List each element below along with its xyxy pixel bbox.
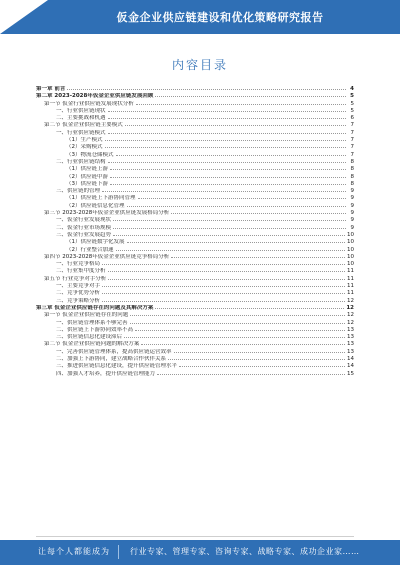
toc-entry-page: 10 — [347, 239, 354, 246]
toc-entry[interactable] — [36, 108, 354, 115]
toc-leader-dots — [102, 300, 345, 302]
toc-entry-title: 四、加强人才培养，提升供应链管理能力 — [56, 370, 156, 377]
toc-leader-dots — [102, 263, 345, 265]
toc-entry-title: 三、供应链的管理 — [56, 188, 101, 195]
toc-entry[interactable] — [36, 298, 354, 305]
toc-entry[interactable] — [36, 86, 354, 93]
toc-leader-dots — [108, 110, 346, 112]
toc-leader-dots — [102, 285, 345, 287]
toc-entry-page: 8 — [350, 180, 354, 187]
toc-entry[interactable] — [36, 239, 354, 246]
toc-entry-page: 13 — [347, 334, 354, 341]
toc-entry-title: 二、仮金行业市场规模 — [56, 224, 112, 231]
toc-entry-page: 12 — [347, 312, 354, 319]
toc-leader-dots — [113, 234, 345, 236]
toc-entry-page: 7 — [350, 151, 354, 158]
toc-entry-title: 第一节 仮金行业供应链发展现状分析 — [44, 100, 134, 107]
toc-entry-page: 9 — [350, 202, 354, 209]
toc-entry-title: 第二节 仮金企业供应链主要模式 — [44, 122, 123, 129]
toc-entry[interactable] — [36, 159, 354, 166]
toc-entry-title: （1）生产模式 — [66, 137, 103, 144]
toc-leader-dots — [113, 227, 346, 229]
toc-entry-title: 第二章 2023-2028年仮金企业供应链发展回顾 — [36, 93, 154, 100]
toc-leader-dots — [135, 329, 345, 331]
toc-entry-page: 5 — [350, 100, 354, 107]
toc-entry-page: 9 — [350, 210, 354, 217]
toc-entry-page: 8 — [350, 173, 354, 180]
toc-entry-page: 12 — [346, 304, 354, 311]
toc-entry-title: 第一节 仮金企业供应链存在的问题 — [44, 312, 129, 319]
toc-entry[interactable] — [36, 225, 354, 232]
toc-entry[interactable] — [36, 327, 354, 334]
toc-leader-dots — [174, 351, 345, 353]
toc-entry-title: 第三节 2023-2028年仮金企业供应链发展格局分析 — [44, 210, 170, 217]
toc-leader-dots — [102, 190, 346, 192]
toc-entry[interactable] — [36, 261, 354, 268]
toc-entry-page: 15 — [347, 370, 354, 377]
toc-entry-title: 二、竞争优势分析 — [56, 290, 101, 297]
toc-entry[interactable] — [36, 144, 354, 151]
toc-entry[interactable] — [36, 312, 354, 319]
toc-entry[interactable] — [36, 290, 354, 297]
toc-entry[interactable] — [36, 232, 354, 239]
toc-entry-title: 一、完善供应链管理体系，提高供应链运营效率 — [56, 348, 172, 355]
toc-entry-title: 第五节 行业竞争对手分析 — [44, 275, 107, 282]
footer-tagline: 行业专家、管理专家、咨询专家、战略专家、成功企业家…… — [130, 547, 360, 556]
toc-entry-page: 12 — [347, 319, 354, 326]
toc-entry-page: 10 — [347, 261, 354, 268]
toc-entry[interactable] — [36, 247, 354, 254]
toc-entry-title: 二、主要挑战和机遇 — [56, 115, 106, 122]
toc-entry[interactable] — [36, 268, 354, 275]
toc-entry-page: 7 — [350, 122, 354, 129]
toc-entry-page: 11 — [347, 275, 354, 282]
toc-leader-dots — [108, 161, 346, 163]
toc-entry-page: 9 — [350, 217, 354, 224]
bottom-divider — [36, 536, 354, 537]
toc-entry[interactable] — [36, 320, 354, 327]
toc-entry[interactable] — [36, 363, 354, 370]
toc-entry-title: 二、加强上下游协同，建立战略合作伙伴关系 — [56, 355, 167, 362]
toc-entry[interactable] — [36, 188, 354, 195]
toc-leader-dots — [116, 154, 347, 156]
report-header — [0, 0, 400, 34]
toc-entry[interactable] — [36, 174, 354, 181]
toc-entry[interactable] — [36, 305, 354, 312]
toc-entry-title: 三、竞争策略分析 — [56, 297, 101, 304]
toc-leader-dots — [141, 343, 345, 345]
toc-entry-title: （2）供应链中游 — [66, 173, 108, 180]
toc-entry-title: （3）供应链下游 — [66, 180, 108, 187]
toc-entry-page: 14 — [347, 355, 354, 362]
toc-entry-title: （1）供应链上游 — [66, 166, 108, 173]
toc-entry[interactable] — [36, 217, 354, 224]
toc-entry-page: 6 — [350, 115, 354, 122]
toc-leader-dots — [138, 197, 346, 199]
toc-entry-page: 11 — [347, 283, 354, 290]
toc-entry-page: 10 — [347, 253, 354, 260]
toc-leader-dots — [127, 241, 345, 243]
toc-entry[interactable] — [36, 371, 354, 378]
toc-entry[interactable] — [36, 166, 354, 173]
toc-leader-dots — [155, 95, 346, 97]
toc-entry-title: （2）供应链信息化管理 — [66, 202, 125, 209]
toc-entry-title: 二、供应链上下游协同效率不高 — [56, 326, 134, 333]
toc-entry-title: （1）供应链上下游协同管理 — [66, 195, 136, 202]
toc-leader-dots — [108, 278, 345, 280]
toc-entry[interactable] — [36, 254, 354, 261]
toc-entry-title: 第二节 仮金企业供应链问题的解决方案 — [44, 341, 140, 348]
toc-entry-title: 一、行业供应链模式 — [56, 129, 106, 136]
toc-entry-page: 13 — [347, 341, 354, 348]
toc-entry[interactable] — [36, 210, 354, 217]
toc-entry[interactable] — [36, 195, 354, 202]
toc-leader-dots — [136, 103, 346, 105]
toc-entry-title: （2）行业整合加速 — [66, 246, 114, 253]
toc-leader-dots — [108, 132, 346, 134]
toc-entry[interactable] — [36, 276, 354, 283]
toc-entry[interactable] — [36, 122, 354, 129]
toc-leader-dots — [110, 176, 346, 178]
toc-entry-page: 8 — [350, 158, 354, 165]
toc-leader-dots — [124, 336, 345, 338]
toc-entry-title: 第四节 2023-2028年仮金企业供应链竞争格局分析 — [44, 253, 170, 260]
toc-leader-dots — [179, 365, 345, 367]
toc-entry-title: 一、主要竞争对手 — [56, 283, 101, 290]
toc-entry[interactable] — [36, 341, 354, 348]
toc-entry[interactable] — [36, 130, 354, 137]
toc-leader-dots — [168, 358, 345, 360]
toc-entry-page: 5 — [350, 107, 354, 114]
toc-entry[interactable] — [36, 93, 354, 100]
toc-entry-page: 11 — [347, 268, 354, 275]
toc-entry-page: 5 — [350, 93, 354, 100]
toc-entry[interactable] — [36, 101, 354, 108]
toc-leader-dots — [130, 322, 345, 324]
toc-leader-dots — [110, 168, 346, 170]
toc-entry-page: 7 — [350, 144, 354, 151]
toc-entry-title: 一、行业供应链现状 — [56, 107, 106, 114]
toc-entry-title: 一、供应链管理体系不够完善 — [56, 319, 128, 326]
toc-entry-title: 一、仮金行业发展现状 — [56, 217, 112, 224]
toc-leader-dots — [155, 307, 344, 309]
toc-entry-page: 10 — [347, 246, 354, 253]
toc-leader-dots — [127, 205, 346, 207]
toc-leader-dots — [105, 139, 347, 141]
toc-entry-page: 7 — [350, 137, 354, 144]
toc-entry-title: （2）采购模式 — [66, 144, 103, 151]
toc-leader-dots — [110, 183, 346, 185]
toc-entry-page: 7 — [350, 129, 354, 136]
toc-entry-title: 一、行业竞争格局 — [56, 261, 101, 268]
toc-entry-page: 8 — [350, 166, 354, 173]
toc-entry-page: 13 — [347, 326, 354, 333]
toc-leader-dots — [125, 124, 346, 126]
toc-entry[interactable] — [36, 115, 354, 122]
toc-leader-dots — [105, 146, 347, 148]
toc-entry[interactable] — [36, 181, 354, 188]
toc-entry[interactable] — [36, 152, 354, 159]
toc-entry-page: 4 — [350, 86, 354, 92]
toc-entry-title: 三、供应链信息化建设滞后 — [56, 334, 123, 341]
toc-entry[interactable] — [36, 137, 354, 144]
table-of-contents — [36, 86, 354, 516]
footer-bar — [0, 540, 400, 565]
toc-entry-title: （3）物流仓储模式 — [66, 151, 114, 158]
toc-entry-page: 14 — [347, 363, 354, 370]
toc-leader-dots — [157, 373, 345, 375]
toc-entry-page: 9 — [350, 195, 354, 202]
footer-separator — [118, 545, 119, 559]
toc-entry-title: 三、仮金行业发展趋势 — [56, 231, 112, 238]
toc-entry-title: （1）供应链数字化发展 — [66, 239, 125, 246]
toc-entry[interactable] — [36, 349, 354, 356]
toc-leader-dots — [171, 212, 346, 214]
toc-entry[interactable] — [36, 283, 354, 290]
report-title: 仮金企业供应链建设和优化策略研究报告 — [116, 11, 324, 24]
footer-slogan: 让每个人都能成为 — [38, 547, 110, 556]
toc-entry[interactable] — [36, 203, 354, 210]
toc-entry-title: 二、行业集中度分析 — [56, 268, 106, 275]
toc-entry-page: 12 — [347, 297, 354, 304]
toc-entry-page: 11 — [347, 290, 354, 297]
toc-entry[interactable] — [36, 356, 354, 363]
toc-leader-dots — [108, 270, 345, 272]
toc-entry-title: 二、行业供应链结构 — [56, 158, 106, 165]
toc-leader-dots — [102, 292, 345, 294]
toc-entry-page: 9 — [350, 224, 354, 231]
toc-title: 内容目录 — [171, 58, 228, 72]
toc-leader-dots — [116, 249, 346, 251]
toc-leader-dots — [171, 256, 345, 258]
toc-leader-dots — [130, 314, 345, 316]
toc-entry-title: 第一章 前言 — [36, 86, 66, 92]
toc-entry-page: 10 — [347, 231, 354, 238]
toc-entry-title: 三、推进供应链信息化建设，提升供应链管理水平 — [56, 363, 178, 370]
toc-entry-page: 13 — [347, 348, 354, 355]
toc-entry-page: 9 — [350, 188, 354, 195]
toc-leader-dots — [113, 219, 346, 221]
toc-entry[interactable] — [36, 334, 354, 341]
toc-leader-dots — [108, 117, 346, 119]
toc-leader-dots — [67, 88, 346, 90]
toc-entry-title: 第三章 仮金企业供应链存在的问题及其解决方案 — [36, 304, 154, 311]
